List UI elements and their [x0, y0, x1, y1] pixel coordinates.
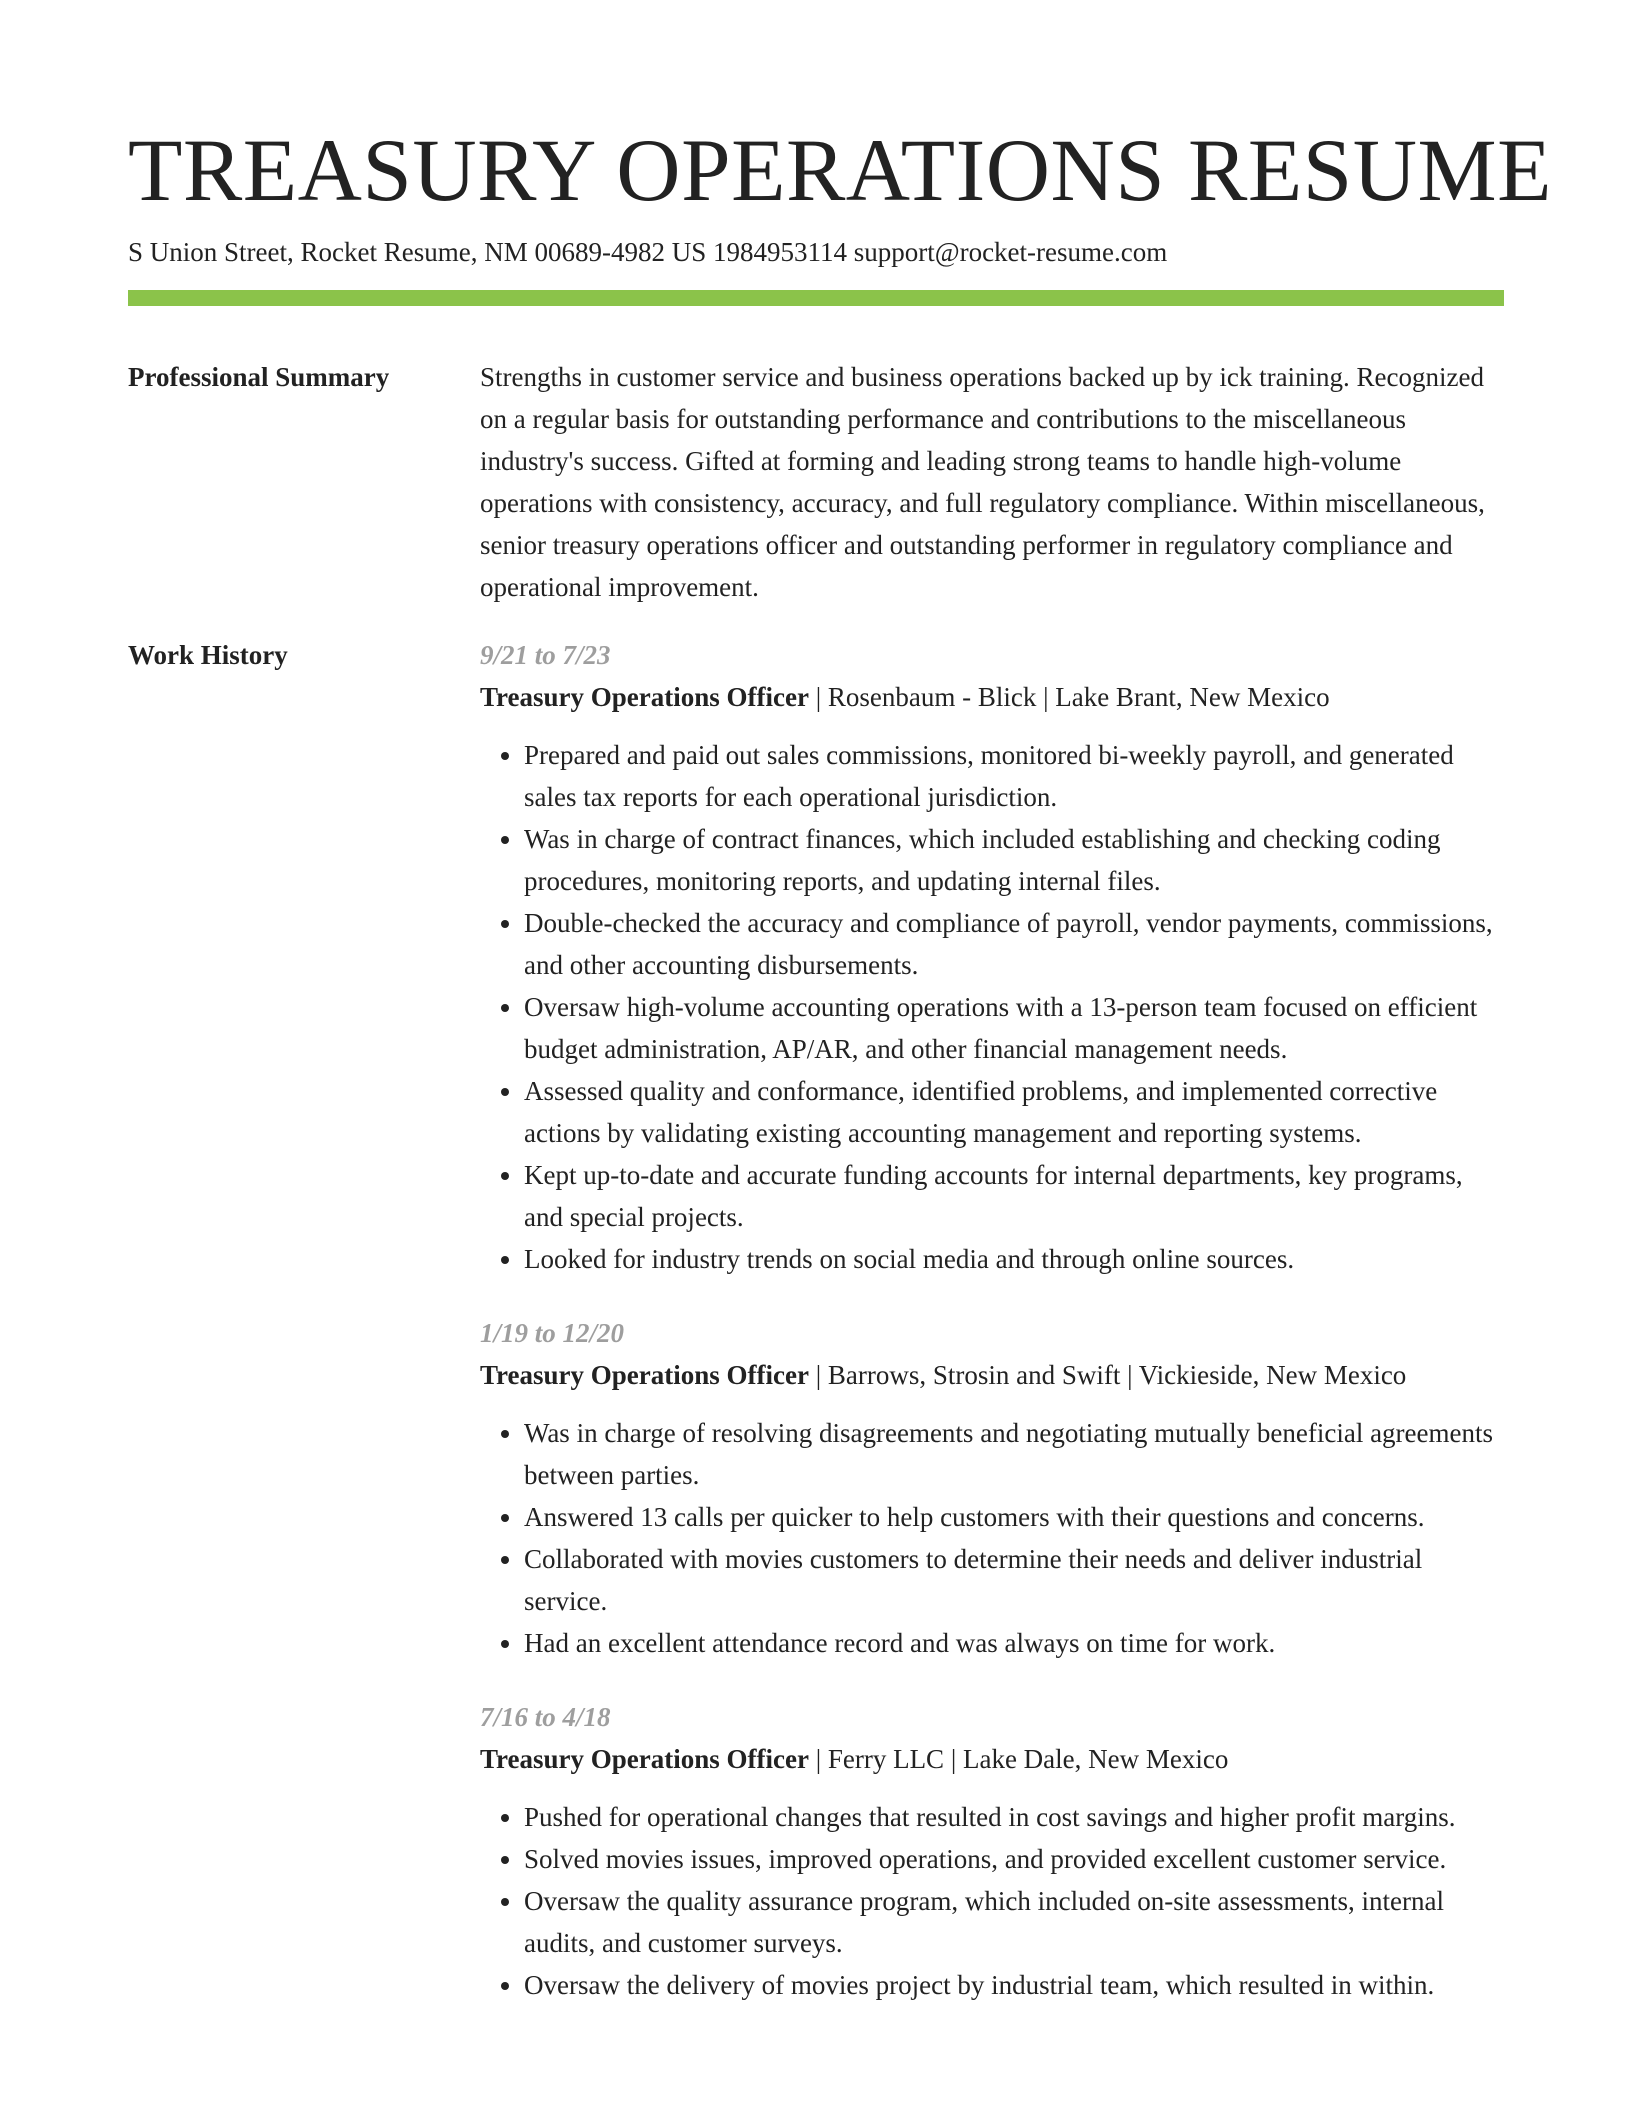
job-title: Treasury Operations Officer [480, 1360, 809, 1390]
job-heading [480, 1738, 1504, 1780]
job-heading [480, 1354, 1504, 1396]
job-dates: 1/19 to 12/20 [480, 1318, 625, 1348]
job-bullets [480, 734, 1504, 1280]
job-dates: 9/21 to 7/23 [480, 640, 611, 670]
resume-title: TREASURY OPERATIONS RESUME [128, 122, 1553, 220]
contact-line: S Union Street, Rocket Resume, NM 00689-4982 US 1984953114 support@rocket-resume.com [128, 237, 1168, 267]
job-bullet: • Prepared and paid out sales commissions, monitored bi-weekly payroll, and generated sales tax reports for each operational jurisdiction. [524, 734, 1504, 818]
job-title: Treasury Operations Officer [480, 682, 809, 712]
job-title: Treasury Operations Officer [480, 1744, 809, 1774]
job-heading [480, 676, 1504, 718]
job-bullet: • Was in charge of contract finances, which included establishing and checking coding procedures, monitoring reports, and updating internal files. [524, 818, 1504, 902]
job-bullet: • Collaborated with movies customers to determine their needs and deliver industrial service. [524, 1538, 1504, 1622]
job-bullet: • Oversaw the delivery of movies project by industrial team, which resulted in within. [524, 1964, 1504, 2006]
job-bullet: • Was in charge of resolving disagreements and negotiating mutually beneficial agreements between parties. [524, 1412, 1504, 1496]
job-bullet: • Answered 13 calls per quicker to help customers with their questions and concerns. [524, 1496, 1504, 1538]
job-employer-location: | Barrows, Strosin and Swift | Vickieside, New Mexico [808, 1360, 1407, 1390]
work-history-section [128, 634, 1504, 2006]
job-bullet: • Double-checked the accuracy and compliance of payroll, vendor payments, commissions, and other accounting disbursements. [524, 902, 1504, 986]
job-bullet: • Kept up-to-date and accurate funding accounts for internal departments, key programs, and special projects. [524, 1154, 1504, 1238]
job-bullet: • Looked for industry trends on social media and through online sources. [524, 1238, 1504, 1280]
job-employer-location: | Rosenbaum - Blick | Lake Brant, New Mexico [808, 682, 1330, 712]
job-bullets [480, 1412, 1504, 1664]
job-bullet: • Solved movies issues, improved operations, and provided excellent customer service. [524, 1838, 1504, 1880]
job-bullet: • Had an excellent attendance record and was always on time for work. [524, 1622, 1504, 1664]
job-bullet: • Oversaw high-volume accounting operations with a 13-person team focused on efficient budget administration, AP/AR, and other financial management needs. [524, 986, 1504, 1070]
job-bullet: • Assessed quality and conformance, identified problems, and implemented corrective actions by validating existing accounting management and reporting systems. [524, 1070, 1504, 1154]
job-bullet: • Pushed for operational changes that resulted in cost savings and higher profit margins. [524, 1796, 1504, 1838]
professional-summary-section [128, 356, 1504, 608]
job-entry [480, 634, 1504, 1280]
job-employer-location: | Ferry LLC | Lake Dale, New Mexico [808, 1744, 1229, 1774]
summary-text: Strengths in customer service and business operations backed up by ick training. Recognized on a regular basis for outstanding performance and contributions to the miscellaneous industry's success. Gifted at forming and leading strong teams to handle high-volume operations with consistency, accuracy, and full regulatory compliance. Within miscellaneous, senior treasury operations officer and outstanding performer in regulatory compliance and operational improvement. [480, 362, 1485, 602]
section-label-work-history: Work History [128, 640, 288, 670]
job-bullets [480, 1796, 1504, 2006]
resume-page [128, 118, 1553, 2006]
job-bullet: • Oversaw the quality assurance program, which included on-site assessments, internal audits, and customer surveys. [524, 1880, 1504, 1964]
job-entry [480, 1696, 1504, 2006]
header-divider [128, 290, 1504, 306]
job-dates: 7/16 to 4/18 [480, 1702, 611, 1732]
job-entry [480, 1312, 1504, 1664]
section-label-professional-summary: Professional Summary [128, 362, 390, 392]
work-history-list [480, 634, 1504, 2006]
